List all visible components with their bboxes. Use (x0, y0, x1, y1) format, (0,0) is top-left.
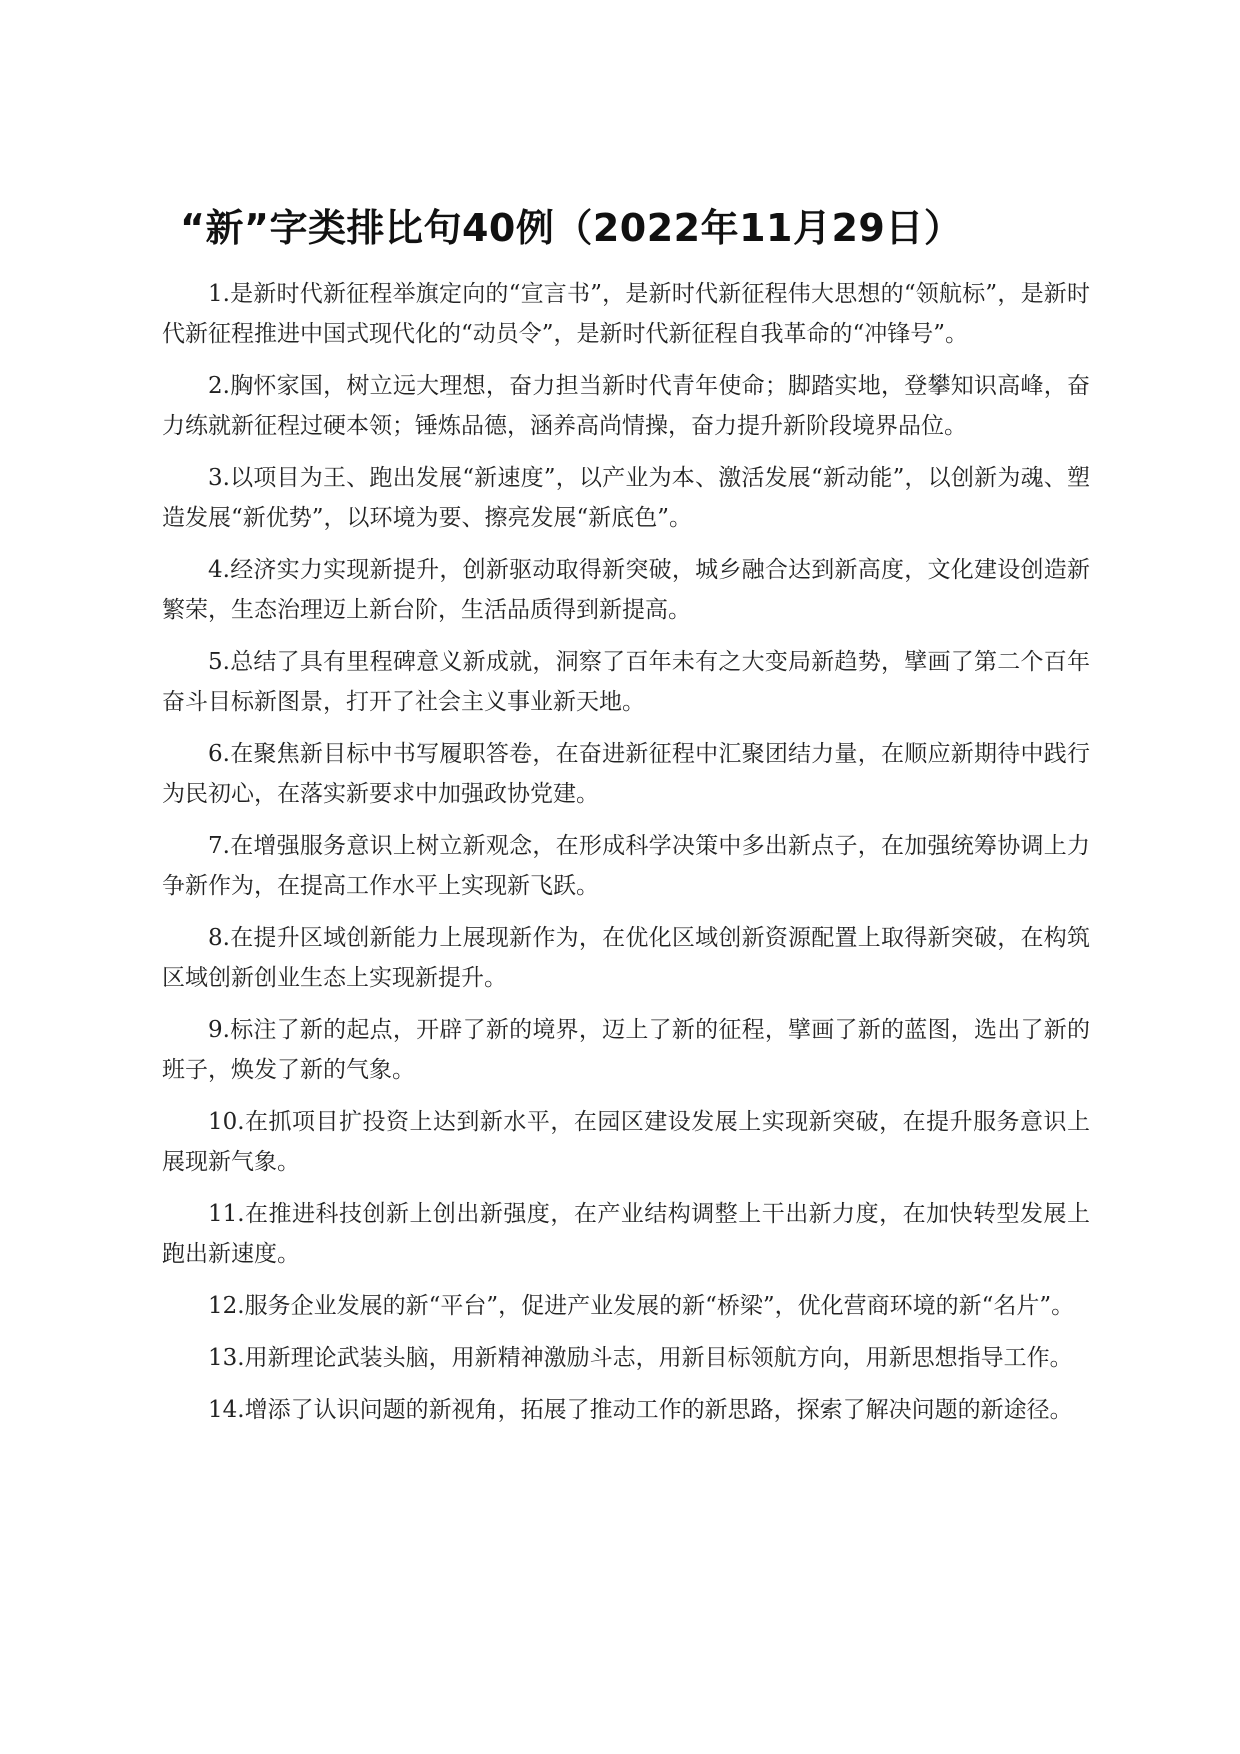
paragraph-3: 3.以项目为王、跑出发展“新速度”，以产业为本、激活发展“新动能”，以创新为魂、塑造发展“新优势”，以环境为要、擦亮发展“新底色”。 (162, 465, 1090, 531)
paragraph-1: 1.是新时代新征程举旗定向的“宣言书”，是新时代新征程伟大思想的“领航标”，是新时代新征程推进中国式现代化的“动员令”，是新时代新征程自我革命的“冲锋号”。 (162, 281, 1090, 347)
paragraph-7: 7.在增强服务意识上树立新观念，在形成科学决策中多出新点子，在加强统筹协调上力争新作为，在提高工作水平上实现新飞跃。 (162, 833, 1090, 899)
paragraph-8: 8.在提升区域创新能力上展现新作为，在优化区域创新资源配置上取得新突破，在构筑区域创新创业生态上实现新提升。 (162, 925, 1090, 991)
paragraph-10: 10.在抓项目扩投资上达到新水平，在园区建设发展上实现新突破，在提升服务意识上展现新气象。 (162, 1109, 1090, 1175)
paragraph-2: 2.胸怀家国，树立远大理想，奋力担当新时代青年使命；脚踏实地，登攀知识高峰，奋力练就新征程过硬本领；锤炼品德，涵养高尚情操，奋力提升新阶段境界品位。 (162, 373, 1090, 439)
document-title: “新”字类排比句40例（2022年11月29日） (180, 206, 963, 250)
paragraph-12: 12.服务企业发展的新“平台”，促进产业发展的新“桥梁”，优化营商环境的新“名片”。 (208, 1293, 1075, 1319)
document-body (162, 274, 1090, 1442)
paragraph-9: 9.标注了新的起点，开辟了新的境界，迈上了新的征程，擘画了新的蓝图，选出了新的班子，焕发了新的气象。 (162, 1017, 1090, 1083)
paragraph-14: 14.增添了认识问题的新视角，拓展了推动工作的新思路，探索了解决问题的新途径。 (208, 1397, 1073, 1423)
paragraph-4: 4.经济实力实现新提升，创新驱动取得新突破，城乡融合达到新高度，文化建设创造新繁荣，生态治理迈上新台阶，生活品质得到新提高。 (162, 557, 1090, 623)
paragraph-6: 6.在聚焦新目标中书写履职答卷，在奋进新征程中汇聚团结力量，在顺应新期待中践行为民初心，在落实新要求中加强政协党建。 (162, 741, 1090, 807)
paragraph-13: 13.用新理论武装头脑，用新精神激励斗志，用新目标领航方向，用新思想指导工作。 (208, 1345, 1073, 1371)
paragraph-11: 11.在推进科技创新上创出新强度，在产业结构调整上干出新力度，在加快转型发展上跑出新速度。 (162, 1201, 1090, 1267)
paragraph-5: 5.总结了具有里程碑意义新成就，洞察了百年未有之大变局新趋势，擘画了第二个百年奋斗目标新图景，打开了社会主义事业新天地。 (162, 649, 1090, 715)
